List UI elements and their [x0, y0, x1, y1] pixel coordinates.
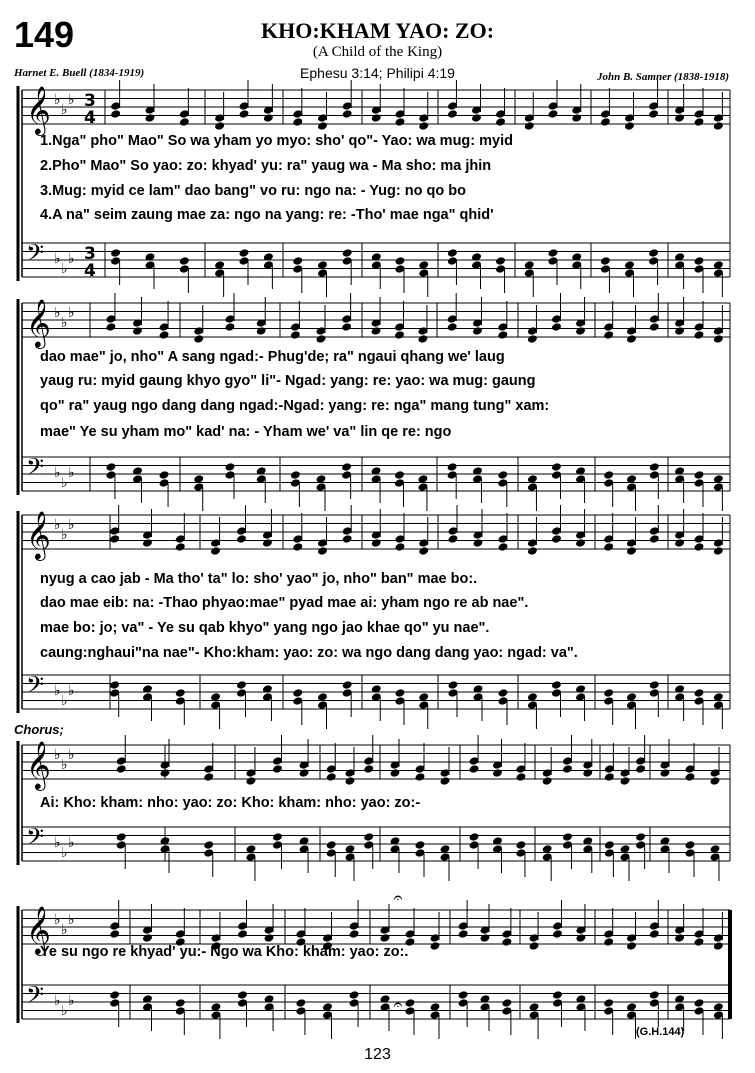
- note-head: [649, 990, 660, 1000]
- flat-icon: ♭: [61, 922, 68, 938]
- note-head: [624, 121, 635, 131]
- note-head: [515, 772, 526, 782]
- note-head: [562, 764, 573, 774]
- note-head: [175, 998, 186, 1008]
- note-head: [515, 840, 526, 850]
- note-head: [458, 990, 469, 1000]
- fermata-icon: 𝄐: [393, 995, 403, 1014]
- note-head: [694, 998, 705, 1008]
- bass-clef-icon: 𝄢: [26, 239, 45, 272]
- note-head: [264, 933, 275, 943]
- bass-clef-icon: 𝄢: [26, 671, 45, 704]
- note-head: [495, 256, 506, 266]
- note-head: [694, 117, 705, 127]
- note-head: [239, 109, 250, 119]
- note-head: [342, 248, 353, 258]
- flat-icon: ♭: [61, 693, 68, 709]
- note-head: [142, 933, 153, 943]
- chorus-label: Chorus;: [14, 722, 64, 737]
- note-head: [603, 470, 614, 480]
- note-head: [648, 109, 659, 119]
- note-head: [363, 764, 374, 774]
- note-head: [214, 121, 225, 131]
- note-head: [649, 680, 660, 690]
- note-head: [415, 840, 426, 850]
- note-head: [395, 688, 406, 698]
- note-head: [299, 768, 310, 778]
- note-head: [575, 933, 586, 943]
- note-head: [447, 109, 458, 119]
- flat-icon: ♭: [54, 912, 61, 928]
- flat-icon: ♭: [54, 92, 61, 108]
- note-head: [447, 322, 458, 332]
- note-head: [110, 109, 121, 119]
- note-head: [660, 768, 671, 778]
- note-head: [326, 772, 337, 782]
- note-head: [109, 929, 120, 939]
- note-head: [694, 470, 705, 480]
- flat-icon: ♭: [68, 465, 75, 481]
- note-head: [542, 776, 553, 786]
- note-head: [497, 330, 508, 340]
- note-head: [551, 462, 562, 472]
- note-head: [498, 542, 509, 552]
- note-head: [713, 121, 724, 131]
- time-signature-numerator: 3: [84, 244, 96, 264]
- lyric-line: 3.Mug: myid ce lam" dao bang" vo ru: ngo na: - Yug: no qo bo: [40, 183, 466, 199]
- note-head: [551, 680, 562, 690]
- note-head: [380, 933, 391, 943]
- note-head: [527, 334, 538, 344]
- note-head: [694, 330, 705, 340]
- note-head: [326, 840, 337, 850]
- flat-icon: ♭: [68, 747, 75, 763]
- lyric-line: Ai: Kho: kham: nho: yao: zo: Kho: kham: nho: yao: zo:-: [40, 795, 421, 811]
- note-head: [552, 929, 563, 939]
- note-head: [626, 546, 637, 556]
- note-head: [239, 248, 250, 258]
- time-signature-denominator: 4: [84, 108, 96, 128]
- note-head: [292, 256, 303, 266]
- note-head: [600, 117, 611, 127]
- note-head: [109, 680, 120, 690]
- note-head: [256, 326, 267, 336]
- time-signature-numerator: 3: [84, 91, 96, 111]
- note-head: [480, 933, 491, 943]
- note-head: [262, 538, 273, 548]
- author-credit: Harnet E. Buell (1834-1919): [14, 67, 145, 79]
- note-head: [363, 832, 374, 842]
- note-head: [175, 542, 186, 552]
- flat-icon: ♭: [54, 305, 61, 321]
- note-head: [342, 680, 353, 690]
- flat-icon: ♭: [61, 475, 68, 491]
- bass-clef-icon: 𝄢: [26, 981, 45, 1014]
- flat-icon: ♭: [54, 517, 61, 533]
- treble-clef-icon: 𝄞: [26, 85, 51, 134]
- note-head: [635, 832, 646, 842]
- note-head: [548, 109, 559, 119]
- lyric-line: 2.Pho" Mao" So yao: zo: khyad' yu: ra" yaug wa - Ma sho: ma jhin: [40, 158, 492, 174]
- note-head: [674, 538, 685, 548]
- hymn-title: KHO:KHAM YAO: ZO:: [260, 18, 495, 43]
- flat-icon: ♭: [68, 305, 75, 321]
- flat-icon: ♭: [68, 92, 75, 108]
- flat-icon: ♭: [68, 683, 75, 699]
- lyric-line: yaug ru: myid gaung khyo gyo" li"- Ngad: yang: re: yao: wa mug: gaung: [40, 373, 536, 389]
- note-head: [159, 470, 170, 480]
- lyric-line: 1.Nga" pho" Mao" So wa yham yo myo: sho' qo"- Yao: wa mug: myid: [40, 133, 513, 149]
- lyric-line: qo" ra" yaug ngo dang dang ngad:-Ngad: yang: re: nga" mang tung" xam:: [40, 398, 550, 414]
- note-head: [109, 990, 120, 1000]
- note-head: [524, 121, 535, 131]
- note-head: [492, 768, 503, 778]
- page-number: 123: [364, 1046, 391, 1063]
- note-head: [551, 322, 562, 332]
- bass-clef-icon: 𝄢: [26, 453, 45, 486]
- note-head: [501, 998, 512, 1008]
- note-head: [649, 322, 660, 332]
- note-head: [405, 998, 416, 1008]
- note-head: [471, 113, 482, 123]
- time-signature-denominator: 4: [84, 261, 96, 281]
- note-head: [237, 929, 248, 939]
- flat-icon: ♭: [61, 102, 68, 118]
- treble-clef-icon: 𝄞: [26, 298, 51, 347]
- note-head: [263, 113, 274, 123]
- note-head: [237, 990, 248, 1000]
- note-head: [674, 933, 685, 943]
- note-head: [448, 534, 459, 544]
- note-head: [469, 832, 480, 842]
- note-head: [694, 542, 705, 552]
- treble-clef-icon: 𝄞: [26, 905, 51, 954]
- note-head: [349, 929, 360, 939]
- note-head: [345, 776, 356, 786]
- note-head: [236, 680, 247, 690]
- note-head: [527, 546, 538, 556]
- note-head: [210, 546, 221, 556]
- note-head: [710, 776, 721, 786]
- note-head: [603, 998, 614, 1008]
- flat-icon: ♭: [61, 527, 68, 543]
- note-head: [110, 248, 121, 258]
- treble-clef-icon: 𝄞: [26, 510, 51, 559]
- note-head: [600, 256, 611, 266]
- note-head: [575, 326, 586, 336]
- note-head: [272, 832, 283, 842]
- note-head: [342, 109, 353, 119]
- flat-icon: ♭: [61, 1003, 68, 1019]
- note-head: [575, 538, 586, 548]
- note-head: [160, 768, 171, 778]
- note-head: [713, 546, 724, 556]
- note-head: [175, 688, 186, 698]
- note-head: [317, 121, 328, 131]
- note-head: [498, 688, 509, 698]
- bass-clef-icon: 𝄢: [26, 823, 45, 856]
- composer-credit: John B. Samner (1838-1918): [596, 71, 729, 83]
- flat-icon: ♭: [61, 261, 68, 277]
- note-head: [469, 764, 480, 774]
- note-head: [603, 688, 614, 698]
- note-head: [447, 248, 458, 258]
- flat-icon: ♭: [61, 845, 68, 861]
- note-head: [685, 840, 696, 850]
- flat-icon: ♭: [61, 757, 68, 773]
- note-head: [290, 470, 301, 480]
- note-head: [604, 772, 615, 782]
- note-head: [193, 334, 204, 344]
- note-head: [105, 322, 116, 332]
- note-head: [116, 764, 127, 774]
- note-head: [473, 538, 484, 548]
- flat-icon: ♭: [68, 251, 75, 267]
- note-head: [440, 776, 451, 786]
- note-head: [472, 326, 483, 336]
- note-head: [116, 832, 127, 842]
- note-head: [145, 113, 156, 123]
- note-head: [648, 248, 659, 258]
- note-head: [295, 998, 306, 1008]
- flat-icon: ♭: [54, 683, 61, 699]
- note-head: [694, 256, 705, 266]
- note-head: [713, 334, 724, 344]
- lyric-line: caung:nghaui"na nae"- Kho:kham: yao: zo: wa ngo dang dang yao: ngad: va".: [40, 645, 578, 661]
- note-head: [292, 688, 303, 698]
- note-head: [551, 534, 562, 544]
- note-head: [132, 326, 143, 336]
- flat-icon: ♭: [54, 747, 61, 763]
- lyric-line: mae" Ye su yham mo" kad' na: - Yham we' va" lin qe re: ngo: [40, 424, 452, 440]
- note-head: [495, 117, 506, 127]
- note-head: [603, 542, 614, 552]
- note-head: [349, 990, 360, 1000]
- note-head: [341, 322, 352, 332]
- note-head: [245, 776, 256, 786]
- note-head: [418, 546, 429, 556]
- lyric-line: nyug a cao jab - Ma tho' ta" lo: sho' yao" jo, nho" ban" mae bo:.: [40, 571, 478, 587]
- note-head: [105, 462, 116, 472]
- note-head: [290, 330, 301, 340]
- flat-icon: ♭: [68, 835, 75, 851]
- note-head: [447, 462, 458, 472]
- scripture-reference: Ephesu 3:14; Philipi 4:19: [300, 65, 455, 81]
- treble-clef-icon: 𝄞: [26, 740, 51, 789]
- note-head: [292, 117, 303, 127]
- note-head: [674, 326, 685, 336]
- note-head: [620, 776, 631, 786]
- note-head: [317, 546, 328, 556]
- hymn-subtitle: (A Child of the King): [312, 44, 443, 60]
- note-head: [390, 768, 401, 778]
- note-head: [342, 534, 353, 544]
- lyric-line: dao mae eib: na: -Thao phyao:mae" pyad mae ai: yham ngo re ab nae".: [40, 595, 529, 611]
- hymn-number: 149: [14, 14, 75, 55]
- note-head: [603, 330, 614, 340]
- note-head: [649, 534, 660, 544]
- note-head: [203, 772, 214, 782]
- lyric-line: dao mae" jo, nho" A sang ngad:- Phug'de; ra" ngaui qhang we' laug: [40, 349, 505, 365]
- note-head: [674, 113, 685, 123]
- note-head: [497, 470, 508, 480]
- note-head: [395, 117, 406, 127]
- lyric-line: 4.A na" seim zaung mae za: ngo na yang: re: -Tho' mae nga" qhid': [40, 207, 494, 223]
- note-head: [571, 113, 582, 123]
- note-head: [562, 832, 573, 842]
- flat-icon: ♭: [54, 835, 61, 851]
- flat-icon: ♭: [68, 517, 75, 533]
- note-head: [552, 990, 563, 1000]
- note-head: [292, 542, 303, 552]
- note-head: [582, 768, 593, 778]
- note-head: [395, 542, 406, 552]
- source-reference: (G.H.144): [636, 1026, 685, 1038]
- note-head: [417, 334, 428, 344]
- note-head: [371, 326, 382, 336]
- note-head: [458, 929, 469, 939]
- flat-icon: ♭: [54, 993, 61, 1009]
- note-head: [272, 764, 283, 774]
- note-head: [649, 462, 660, 472]
- fermata-icon: 𝄐: [393, 888, 403, 907]
- note-head: [179, 117, 190, 127]
- note-head: [371, 113, 382, 123]
- note-head: [649, 929, 660, 939]
- note-head: [341, 462, 352, 472]
- note-head: [548, 248, 559, 258]
- note-head: [371, 538, 382, 548]
- note-head: [685, 772, 696, 782]
- note-head: [415, 772, 426, 782]
- note-head: [635, 764, 646, 774]
- note-head: [694, 688, 705, 698]
- flat-icon: ♭: [54, 251, 61, 267]
- lyric-line: Ye su ngo re khyad' yu:- Ngo wa Kho: kham: yao: zo:.: [40, 944, 409, 960]
- note-head: [225, 462, 236, 472]
- flat-icon: ♭: [68, 912, 75, 928]
- note-head: [159, 330, 170, 340]
- note-head: [203, 840, 214, 850]
- note-head: [448, 680, 459, 690]
- lyric-line: mae bo: jo; va" - Ye su qab khyo" yang ngo jao khae qo" yu nae".: [40, 620, 490, 636]
- flat-icon: ♭: [61, 315, 68, 331]
- note-head: [394, 470, 405, 480]
- flat-icon: ♭: [54, 465, 61, 481]
- note-head: [395, 256, 406, 266]
- flat-icon: ♭: [68, 993, 75, 1009]
- note-head: [394, 330, 405, 340]
- note-head: [142, 538, 153, 548]
- note-head: [225, 322, 236, 332]
- note-head: [626, 334, 637, 344]
- note-head: [316, 334, 327, 344]
- note-head: [236, 534, 247, 544]
- note-head: [109, 534, 120, 544]
- note-head: [604, 840, 615, 850]
- note-head: [179, 256, 190, 266]
- note-head: [418, 121, 429, 131]
